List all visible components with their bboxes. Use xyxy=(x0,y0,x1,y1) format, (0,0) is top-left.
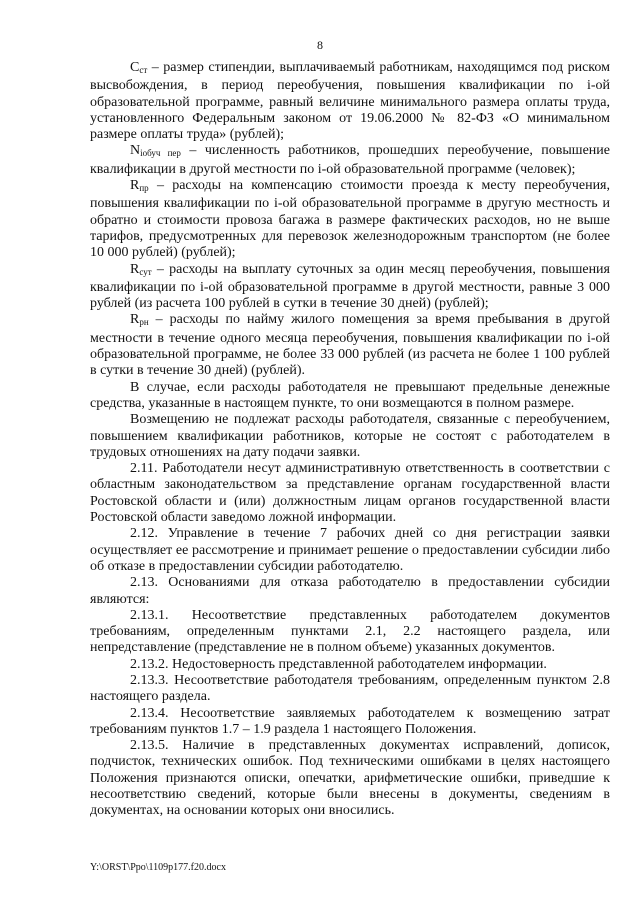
symbol: $С_{ст}$ xyxy=(130,60,148,75)
symbol-subscript: пр xyxy=(139,183,149,194)
clause-2-12: 2.12. Управление в течение 7 рабочих дней со дня регистрации заявки осуществляет ее рассмотрение и принимает решение о предоставлении субсидии либо об отказе в предоставлении субсидии работодателю. xyxy=(90,526,610,574)
paragraph-full-reimbursement: В случае, если расходы работодателя не превышают предельные денежные средства, указанные в настоящем пункте, то они возмещаются в полном размере. xyxy=(90,379,610,411)
clause-2-13-1: 2.13.1. Несоответствие представленных работодателем документов требованиям, определенным пунктами 2.1, 2.2 настоящего раздела, или непредставление (представление не в полном объеме) указанных документов. xyxy=(90,607,610,656)
clause-2-13-5: 2.13.5. Наличие в представленных документах исправлений, дописок, подчисток, технических ошибок. Под техническими ошибками в целях настоящего Положения признаются описки, опечатки, арифметические ошибки, приведшие к несоответствию сведений, которые были внесены в документы, сведениям в документах, на основании которых они вносились. xyxy=(90,738,610,819)
paragraph-text: – расходы на выплату суточных за один месяц переобучения, повышения квалификации по i-ой образовательной программе в другой местности, равные 3 000 рублей (из расчета 100 рублей в сутки в течение 30 дней) (рублей); xyxy=(90,261,610,312)
paragraph-text: – расходы на компенсацию стоимости проезда к месту переобучения, повышения квалификации по i-ой образовательной программе в другую местность и обратно и стоимости провоза багажа в размере фактических расходов, но не выше тарифов, предусмотренных для перевозок железнодорожным транспортом (не более 10 000 рублей) (рублей); xyxy=(90,178,610,261)
symbol-subscript: сут xyxy=(139,266,152,277)
clause-2-13: 2.13. Основаниями для отказа работодателю в предоставлении субсидии являются: xyxy=(90,575,610,607)
paragraph-text: – расходы по найму жилого помещения за время пребывания в другой местности в течение одного месяца переобучения, повышения квалификации по i-ой образовательной программе, не более 33 000 рублей (из расчета не более 1 100 рублей в сутки в течение 30 дней) (рублей). xyxy=(90,312,610,379)
symbol-subscript: рн xyxy=(139,317,149,328)
footer-file-path: Y:\ORST\Ppo\1109p177.f20.docx xyxy=(90,862,226,873)
symbol: $R_{сут}$ xyxy=(130,261,152,277)
paragraph-n-iobuch xyxy=(90,143,610,178)
paragraph-r-rn xyxy=(90,312,610,379)
paragraph-text: – размер стипендии, выплачиваемый работникам, находящимся под риском высвобождения, в период переобучения, повышения квалификации по i-ой образовательной программе, равный величине минимального размера оплаты труда, установленного Федеральным законом от 19.06.2000 № 82-ФЗ «О минимальном размере оплаты труда» (рублей); xyxy=(90,60,610,143)
symbol-subscript: ст xyxy=(139,65,148,75)
symbol: $R_{пр}$ xyxy=(130,178,149,194)
clause-2-11: 2.11. Работодатели несут административную ответственность в соответствии с областным законодательством за представление органам государственной власти Ростовской области и (или) должностным лицам органов государственной власти Ростовской области заведомо ложной информации. xyxy=(90,461,610,526)
clause-2-13-3: 2.13.3. Несоответствие работодателя требованиям, определенным пунктом 2.8 настоящего раздела. xyxy=(90,672,610,705)
clause-2-13-4: 2.13.4. Несоответствие заявляемых работодателем к возмещению затрат требованиям пунктов 1.7 – 1.9 раздела 1 настоящего Положения. xyxy=(90,705,610,737)
symbol: $N_{iобуч пер}$ xyxy=(130,143,181,159)
paragraph-r-pr xyxy=(90,178,610,261)
paragraph-c-st xyxy=(90,60,610,143)
paragraph-text: – численность работников, прошедших переобучение, повышение квалификации в другой местности по i-ой образовательной программе (человек); xyxy=(90,143,610,177)
clause-2-13-2: 2.13.2. Недостоверность представленной работодателем информации. xyxy=(130,656,547,672)
paragraph-r-sut xyxy=(90,262,610,313)
symbol: $R_{рн}$ xyxy=(130,312,149,328)
document-body xyxy=(90,60,610,820)
symbol-subscript: iобуч пер xyxy=(140,148,181,159)
paragraph-not-reimbursed: Возмещению не подлежат расходы работодателя, связанные с переобучением, повышением квалификации работников, которые не состоят с работодателем в трудовых отношениях на дату подачи заявки. xyxy=(90,412,610,460)
page-number: 8 xyxy=(317,38,323,52)
